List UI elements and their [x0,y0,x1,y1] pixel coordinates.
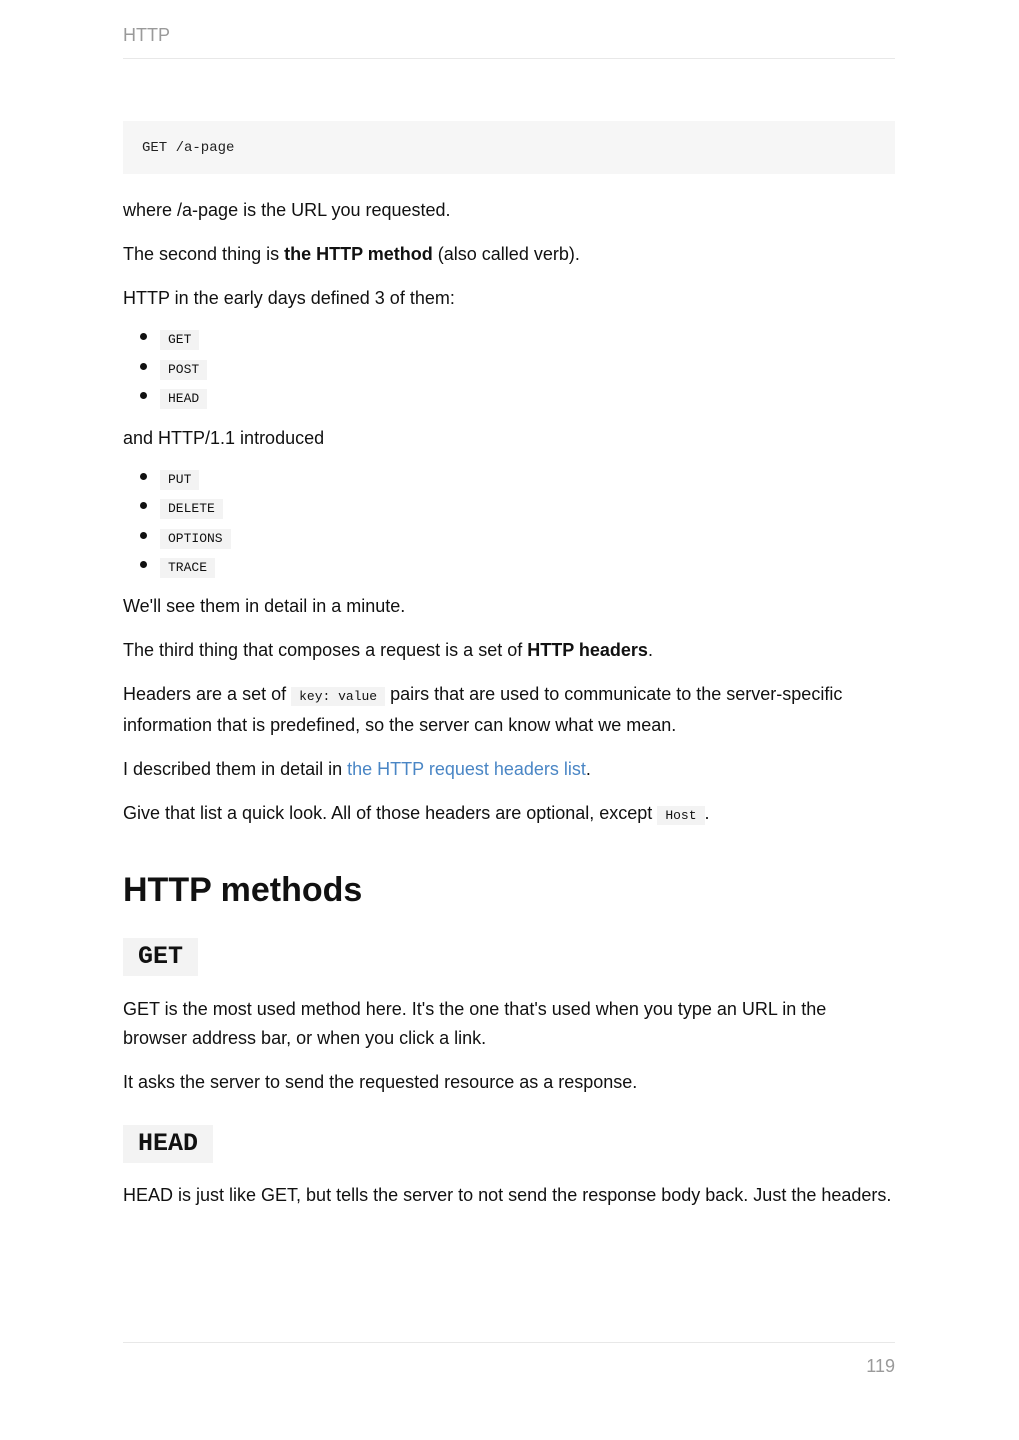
list-item [123,526,895,556]
list-item [123,327,895,357]
head-heading-wrap [123,1125,895,1163]
bold-text: the HTTP method [284,244,433,264]
paragraph-early-days: HTTP in the early days defined 3 of them: [123,288,455,308]
paragraph-url: where /a-page is the URL you requested. [123,200,451,220]
text: (also called verb). [432,244,580,264]
get-heading: GET [123,938,198,976]
list-item [123,357,895,387]
inline-code: TRACE [160,558,215,578]
head-heading: HEAD [123,1125,213,1163]
text: Headers are a set of [123,683,292,704]
running-header-title: HTTP [123,25,170,45]
paragraph-get-1: GET is the most used method here. It's the one that's used when you type an URL in the browser address bar, or when you click a link. [123,998,827,1048]
text: I described them in detail in [123,758,348,779]
inline-code: GET [160,330,199,350]
list-item [123,386,895,416]
inline-code: Host [657,806,704,825]
running-header [123,22,895,59]
paragraph-get-2: It asks the server to send the requested resource as a response. [123,1071,638,1092]
list-item [123,496,895,526]
code-block [123,121,895,174]
inline-code: DELETE [160,499,223,519]
method-list-original [123,327,895,416]
section-heading: HTTP methods [123,870,363,909]
text: . [647,639,653,660]
inline-code: key: value [291,687,385,706]
bold-text: HTTP headers [527,639,648,660]
paragraph-http11: and HTTP/1.1 introduced [123,427,325,448]
inline-code: OPTIONS [160,529,231,549]
text: pairs that are used to communicate to the server-specific information that is predefined, so the server can know what we mean. [123,683,843,735]
list-item [123,467,895,497]
text: . [704,802,710,823]
method-list-http11 [123,467,895,585]
paragraph-optional [123,799,895,830]
paragraph-key-value [123,680,895,740]
paragraph-method [123,240,895,269]
text: . [585,758,591,779]
page-content [123,121,895,1210]
text: The second thing is [123,244,285,264]
text: Give that list a quick look. All of those headers are optional, except [123,802,658,823]
headers-list-link[interactable]: the HTTP request headers list [347,758,586,779]
inline-code: HEAD [160,389,207,409]
text: The third thing that composes a request is a set of [123,639,528,660]
list-item [123,555,895,585]
page-number: 119 [866,1356,895,1376]
get-heading-wrap [123,938,895,976]
paragraph-detail: We'll see them in detail in a minute. [123,595,406,616]
inline-code: POST [160,360,207,380]
page-footer [123,1342,895,1377]
inline-code: PUT [160,470,199,490]
paragraph-headers-list [123,755,895,784]
paragraph-head-1: HEAD is just like GET, but tells the server to not send the response body back. Just the headers. [123,1184,892,1205]
paragraph-headers [123,636,895,665]
code-block-text: GET /a-page [142,140,235,156]
